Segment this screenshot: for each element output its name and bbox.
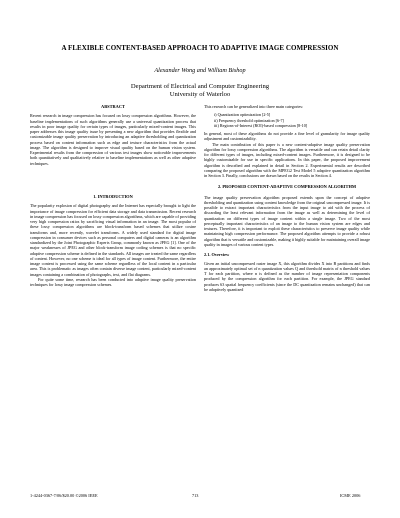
category-list: [204, 112, 370, 128]
left-column: [30, 104, 196, 287]
category-item: i) Quantization optimization [2-5]: [214, 112, 271, 118]
categories-intro: This research can be generalized into three main categories:: [204, 104, 304, 109]
right-paragraph-2: The main contribution of this paper is a new content-adaptive image quality preservation algorithm for lossy compression algorithms. The algorithm is versatile and can retain detail clarity for different types of images, including mixed-content images. Furthermore, it is designed to be highly customizable for use in specific applications. In this paper, the proposed improvement algorithm is described and explained in detail in Section 2. Experimental results are described comparing the proposed algorithm with the MPEG2 Test Model 5 adaptive quantization algorithm in Section 3. Finally, conclusions are drawn based on the results in Section 4.: [204, 141, 370, 178]
introduction-heading: 1. INTRODUCTION: [93, 193, 133, 199]
introduction-paragraph-1: The popularity explosion of digital photography and the Internet has especially brought to light the importance of image compression for efficient data storage and data transmission. Recent research in image compression has focused on lossy compression algorithms, which are capable of providing very high compression ratios by sacrificing visual information in an image. The most popular of these lossy compression algorithms are block-transform based schemes that utilize cosine transforms and, more recently, wavelet transforms. A widely used standard for digital image compression in consumer devices such as personal computers and digital cameras is an algorithm standardized by the Joint Photographic Experts Group, commonly known as JPEG [1]. One of the major weaknesses of JPEG and other block-transform image coding schemes is that no specific adaptive compression scheme is defined in the standards. All images are treated the same regardless of content. However, no one scheme is ideal for all types of image content. Furthermore, the entire image content is processed using the same scheme regardless of the local content in a particular area. This is problematic as images often contain diverse image content, particularly mixed-content images containing a combination of photographs, text, and flat diagrams.: [30, 203, 196, 277]
overview-subheading: 2.1. Overview: [204, 252, 230, 258]
abstract-text: Recent research in image compression has focused on lossy compression algorithms. However, the baseline implementations of such algorithms generally use a universal quantization process that results in poor image quality for certain types of images, particularly mixed-content images. This paper addresses this image quality issue by presenting a new algorithm that provides flexible and customizable image quality preservation by introducing an adaptive thresholding and quantization process based on content information such as edge and texture characteristics from the actual image. The algorithm is designed to improve visual quality based on the human vision system. Experimental results from the compression of various test images show noticeable improvements both quantitatively and qualitatively relative to baseline implementations as well as other adaptive techniques.: [30, 113, 196, 166]
introduction-paragraph-2: For quite some time, research has been conducted into adaptive image quality preservation techniques for lossy image compression schemes.: [30, 276, 196, 288]
affiliation-university: University of Waterloo: [169, 91, 231, 98]
category-item: iii) Regions-of-Interest (ROI)-based compression [8-10]: [214, 122, 308, 128]
category-item: ii) Frequency threshold optimization [6-7]: [214, 117, 284, 123]
authors: Alexander Wong and William Bishop: [154, 67, 246, 74]
footer-conference: ICME 2006: [340, 493, 361, 498]
abstract-heading: ABSTRACT: [101, 104, 125, 109]
paper-title: A FLEXIBLE CONTENT-BASED APPROACH TO ADAPTIVE IMAGE COMPRESSION: [61, 44, 339, 52]
section2-paragraph: The image quality preservation algorithm proposed extends upon the concept of adaptive thresholding and quantization using content knowledge from the original uncompressed image. It is possible to extract important characteristics from the input image to aid with the process of discarding the least relevant information from the image as well as determining the level of quantization on different types of image content within a single image. Two of the most perceptually important characteristics of an image to the human vision system are edges and textures. Therefore, it is important to exploit these characteristics to preserve image quality while maintaining high compression performance. The proposed algorithm attempts to provide a robust algorithm that is versatile and customizable, making it highly suitable for maintaining overall image quality in images of various content types.: [204, 194, 370, 247]
overview-paragraph: Given an initial uncompressed raster image X, this algorithm divides X into B partitions and finds an approximately optimal set of n quantization values Q and threshold matrix of n threshold values T for each partition, where n is defined as the number of image representation components produced by the compression algorithm for each partition. For example, the JPEG standard produces 63 spatial frequency coefficients (since the DC quantization remains unchanged) that can be adaptively quantized: [204, 260, 370, 292]
section2-heading: 2. PROPOSED CONTENT-ADAPTIVE COMPRESSION ALGORITHM: [217, 184, 357, 190]
footer-isbn: 1-4244-0367-7/06/$20.00 ©2006 IEEE: [30, 493, 98, 498]
right-column: [204, 104, 370, 292]
affiliation-department: Department of Electrical and Computer Engineering: [130, 83, 270, 90]
footer-page-number: 713: [192, 493, 199, 498]
right-paragraph-1: In general, most of these algorithms do not provide a fine level of granularity for image quality adjustment and customizability.: [204, 131, 370, 142]
